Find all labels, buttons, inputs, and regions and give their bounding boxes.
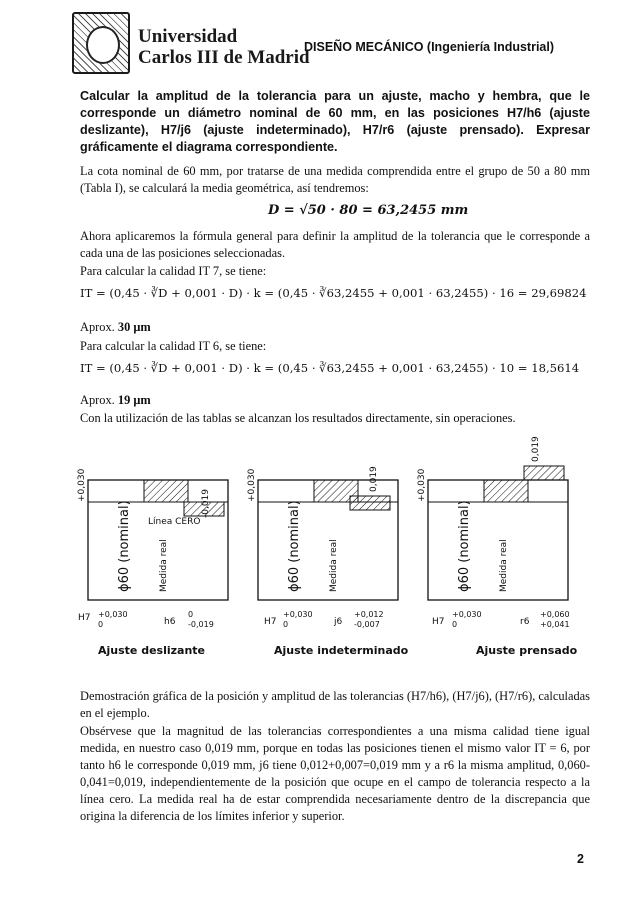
approx-it7: Aprox. 30 μm — [80, 320, 151, 334]
fit-diagram-3 — [417, 436, 578, 657]
university-seal-icon — [72, 12, 130, 74]
hole-lower: 0 — [452, 620, 458, 629]
shaft-lower: -0,007 — [354, 620, 380, 629]
fit-diagram-1 — [77, 468, 228, 657]
paragraph-formula: Ahora aplicaremos la fórmula general para definir la amplitud de la tolerancia que le corresponde a cada una de las posiciones seleccionadas. — [80, 229, 590, 260]
hole-lower: 0 — [98, 620, 104, 629]
nominal-diameter-label: ϕ60 (nominal) — [457, 500, 472, 592]
fit-caption: Ajuste indeterminado — [274, 644, 409, 657]
hole-upper: +0,030 — [98, 610, 128, 619]
paragraph-it7: Para calcular la calidad IT 7, se tiene: — [80, 264, 267, 278]
shaft-lower: -0,019 — [188, 620, 214, 629]
problem-statement: Calcular la amplitud de la tolerancia para un ajuste, macho y hembra, que le corresponde un diámetro nominal de 60 mm, en las posiciones H7/h6 (ajuste deslizante), H7/j6 (ajuste indeterminado), H7/r6 (ajuste prensado). Expresar gráficamente el diagrama correspondiente. — [80, 89, 590, 154]
page-number: 2 — [577, 852, 584, 866]
hole-upper-dev-label: +0,030 — [247, 468, 257, 502]
shaft-tolerance-label: 0,019 — [531, 436, 541, 462]
paragraph-nominal: La cota nominal de 60 mm, por tratarse de una medida comprendida entre el grupo de 50 a 80 mm (Tabla I), se calculará la media geométrica, así tendremos: — [80, 164, 590, 195]
paragraph-tables: Con la utilización de las tablas se alcanzan los resultados directamente, sin operaciones. — [80, 411, 516, 425]
hole-tolerance-zone — [144, 480, 188, 502]
paragraph-observation: Obsérvese que la magnitud de las tolerancias correspondientes a una misma calidad tiene igual medida, en nuestro caso 0,019 mm, porque en todas las posiciones tienen el mismo valor IT = 6, por tanto h6 le corresponde 0,019 mm, j6 tiene 0,012+0,007=0,019 mm y a r6 la misma amplitud, 0,060-0,041=0,019, independientemente de la posición que ocupe en el campo de tolerancia respecto a la línea cero. La medida real ha de estar comprendida necesariamente dentro de la discrepancia que origina la diferencia de los límites inferior y superior. — [80, 724, 590, 823]
shaft-lower-dev-label: -0,019 — [201, 488, 211, 518]
hole-upper: +0,030 — [283, 610, 313, 619]
hole-tolerance-zone — [484, 480, 528, 502]
tolerance-diagram — [76, 432, 596, 662]
paragraph-demonstration: Demostración gráfica de la posición y amplitud de las tolerancias (H7/h6), (H7/j6), (H7/r6), calculadas en el ejemplo. — [80, 689, 590, 720]
shaft-tolerance-zone — [350, 496, 390, 510]
real-size-label: Medida real — [499, 539, 509, 592]
real-size-label: Medida real — [159, 539, 169, 592]
nominal-diameter-label: ϕ60 (nominal) — [287, 500, 302, 592]
course-title: DISEÑO MECÁNICO (Ingeniería Industrial) — [304, 40, 555, 54]
real-size-label: Medida real — [329, 539, 339, 592]
shaft-upper: +0,012 — [354, 610, 384, 619]
shaft-upper: +0,060 — [540, 610, 570, 619]
nominal-diameter-label: ϕ60 (nominal) — [117, 500, 132, 592]
shaft-tolerance-zone — [524, 466, 564, 480]
fit-caption: Ajuste prensado — [476, 644, 578, 657]
hole-lower: 0 — [283, 620, 289, 629]
hole-upper-dev-label: +0,030 — [77, 468, 87, 502]
approx-it6: Aprox. 19 μm — [80, 393, 151, 407]
equation-geometric-mean: D = √50 · 80 = 63,2455 mm — [268, 203, 469, 218]
hole-designation: H7 — [264, 617, 277, 627]
equation-it6: IT = (0,45 · ∛D + 0,001 · D) · k = (0,45 · ∛63,2455 + 0,001 · 63,2455) · 10 = 18,5614 — [80, 361, 580, 375]
university-name: Universidad Carlos III de Madrid — [138, 26, 310, 68]
zero-line-label: Línea CERO — [148, 517, 201, 527]
fit-diagram-2 — [247, 466, 409, 657]
shaft-designation: h6 — [164, 617, 176, 627]
shaft-designation: j6 — [334, 617, 343, 627]
equation-it7: IT = (0,45 · ∛D + 0,001 · D) · k = (0,45 · ∛63,2455 + 0,001 · 63,2455) · 16 = 29,69824 — [80, 286, 587, 300]
shaft-tolerance-label: 0,019 — [369, 466, 379, 492]
shaft-lower: +0,041 — [540, 620, 570, 629]
hole-upper-dev-label: +0,030 — [417, 468, 427, 502]
fit-caption: Ajuste deslizante — [98, 644, 206, 657]
shaft-designation: r6 — [520, 617, 530, 627]
hole-upper: +0,030 — [452, 610, 482, 619]
hole-designation: H7 — [432, 617, 445, 627]
shaft-upper: 0 — [188, 610, 194, 619]
hole-designation: H7 — [78, 613, 91, 623]
paragraph-it6: Para calcular la calidad IT 6, se tiene: — [80, 339, 267, 353]
